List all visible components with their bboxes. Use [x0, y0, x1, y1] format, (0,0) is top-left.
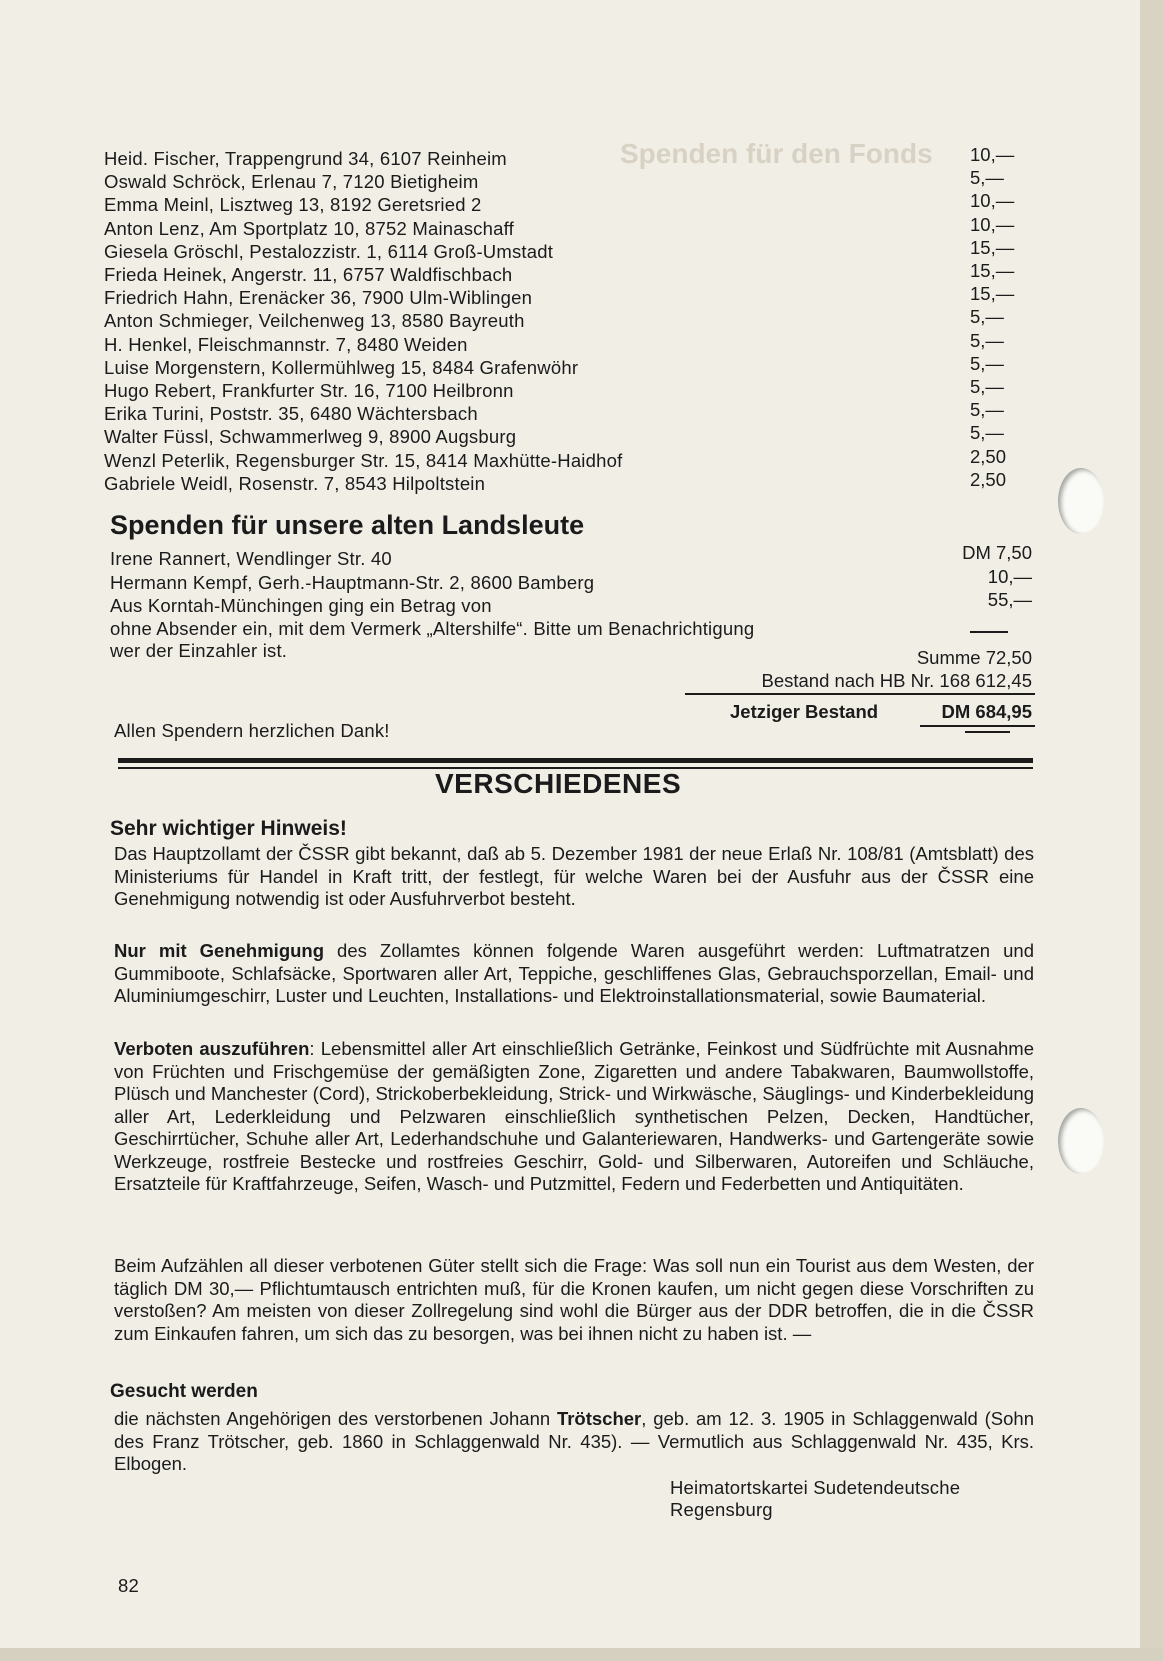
summe-total: Summe 72,50	[916, 647, 1032, 668]
donor-row-text: Hugo Rebert, Frankfurter Str. 16, 7100 Heilbronn	[104, 380, 514, 401]
page-number: 82	[118, 1575, 139, 1596]
punch-hole-bottom	[1058, 1108, 1104, 1174]
gesucht-text-b: , geb. am 12. 3. 1905 in Schlaggenwald (Sohn des Franz Trötscher, geb. 1860 in Schlaggenwald Nr. 435). — Vermutlich aus Schlaggenwald Nr. 435, Krs. Elbogen.	[114, 1408, 1035, 1474]
donor-row-amount: 10,—	[970, 144, 1015, 165]
landsleute-row-amount: DM 7,50	[962, 542, 1032, 563]
paragraph-genehmigung	[114, 940, 1034, 1008]
gesucht-name: Trötscher	[556, 1408, 642, 1429]
donor-row-text: Erika Turini, Poststr. 35, 6480 Wächtersbach	[104, 403, 478, 425]
donor-row-amount: 5,—	[970, 399, 1004, 421]
donor-row-amount: 5,—	[970, 329, 1004, 351]
donor-row-amount: 2,50	[970, 468, 1007, 490]
subheading-gesucht: Gesucht werden	[110, 1381, 258, 1402]
donor-row-amount: 5,—	[970, 352, 1004, 374]
genehmigung-label: Nur mit Genehmigung	[114, 940, 325, 961]
donor-row-text: Wenzl Peterlik, Regensburger Str. 15, 8414 Maxhütte-Haidhof	[104, 449, 623, 471]
punch-hole-top	[1058, 468, 1104, 534]
donor-row-amount: 5,—	[970, 306, 1004, 328]
donor-row-amount: 10,—	[970, 190, 1015, 212]
gesucht-text-a: die nächsten Angehörigen des verstorbenen Johann	[114, 1408, 557, 1429]
paragraph-gesucht	[114, 1408, 1034, 1476]
donor-row-amount: 2,50	[970, 445, 1007, 467]
paragraph-verboten	[114, 1038, 1034, 1196]
donor-row-text: Anton Schmieger, Veilchenweg 13, 8580 Bayreuth	[104, 310, 525, 332]
donor-row-text: Anton Lenz, Am Sportplatz 10, 8752 Mainaschaff	[104, 217, 514, 239]
section-heading-verschiedenes: VERSCHIEDENES	[435, 768, 682, 799]
donor-row-amount: 5,—	[970, 422, 1004, 444]
donor-row-amount: 10,—	[970, 213, 1015, 235]
total-underline-short	[970, 631, 1008, 633]
altershilfe-note-line2: wer der Einzahler ist.	[110, 640, 288, 661]
donor-row-text: Friedrich Hahn, Erenäcker 36, 7900 Ulm-Wiblingen	[104, 287, 533, 309]
altershilfe-note-line1: ohne Absender ein, mit dem Vermerk „Altershilfe“. Bitte um Benachrichtigung	[110, 618, 755, 639]
donor-row-text: Frieda Heinek, Angerstr. 11, 6757 Waldfischbach	[104, 264, 513, 285]
verboten-text: : Lebensmittel aller Art einschließlich Getränke, Feinkost und Südfrüchte mit Ausnahme von Früchten und Frischgemüse der gemäßigten Zone, Zigaretten und andere Tabakwaren, Baumwollstoffe, Plüsch und Manchester (Cord), Strickoberbekleidung, Strick- und Wirkwäsche, Säuglings- und Kinderbekleidung aller Art, Lederkleidung und Pelzwaren einschließlich synthetischen Pelzen, Decken, Handtücher, Geschirrtücher, Schuhe aller Art, Lederhandschuhe und Galanteriewaren, Handwerks- und Gartengeräte sowie Werkzeuge, rostfreie Bestecke und rostfreies Geschirr, Gold- und Silberwaren, Autoreifen und Schläuche, Ersatzteile für Kraftfahrzeuge, Seifen, Wasch- und Putzmittel, Federn und Federbetten und Antiquitäten.	[114, 1038, 1035, 1194]
page-edge-bottom	[0, 1648, 1163, 1661]
section-heading-landsleute: Spenden für unsere alten Landsleute	[110, 510, 585, 540]
landsleute-row-amount: 55,—	[987, 589, 1032, 610]
landsleute-row-text: Irene Rannert, Wendlinger Str. 40	[110, 548, 392, 569]
genehmigung-text: des Zollamtes können folgende Waren ausgeführt werden: Luftmatratzen und Gummiboote, Schlafsäcke, Sportwaren aller Art, Teppiche, geschliffenes Glas, Gebrauchsporzellan, Email- und Aluminiumgeschirr, Luster und Leuchten, Installations- und Elektroinstallationsmaterial, sowie Baumaterial.	[114, 940, 1034, 1006]
landsleute-row-amount: 10,—	[987, 566, 1032, 587]
donor-row-amount: 15,—	[970, 236, 1015, 258]
donor-row-text: H. Henkel, Fleischmannstr. 7, 8480 Weiden	[104, 333, 468, 355]
jetziger-bestand-label: Jetziger Bestand	[730, 701, 879, 722]
landsleute-row-text: Hermann Kempf, Gerh.-Hauptmann-Str. 2, 8600 Bamberg	[110, 572, 595, 593]
bestand-previous: Bestand nach HB Nr. 168 612,45	[761, 670, 1032, 691]
bestand-underline	[685, 693, 1035, 695]
signature-line1: Heimatortskartei Sudetendeutsche	[670, 1477, 961, 1498]
closing-dash	[965, 731, 1010, 733]
jetziger-bestand-underline	[920, 725, 1035, 727]
donor-row-text: Heid. Fischer, Trappengrund 34, 6107 Reinheim	[104, 148, 507, 169]
thanks-line: Allen Spendern herzlichen Dank!	[114, 720, 390, 741]
donor-row-text: Gabriele Weidl, Rosenstr. 7, 8543 Hilpoltstein	[104, 472, 486, 494]
donor-row-amount: 15,—	[970, 283, 1015, 305]
section-divider-thick	[118, 758, 1033, 763]
signature-line2: Regensburg	[670, 1499, 773, 1520]
donor-row-text: Oswald Schröck, Erlenau 7, 7120 Bietigheim	[104, 171, 479, 193]
page-edge-right	[1140, 0, 1163, 1661]
paragraph-tourist: Beim Aufzählen all dieser verbotenen Güter stellt sich die Frage: Was soll nun ein Tourist aus dem Westen, der täglich DM 30,— Pflichtumtausch entrichten muß, für die Kronen kaufen, um nicht gegen diese Vorschriften zu verstoßen? Am meisten von dieser Zollregelung sind wohl die Bürger aus der DDR betroffen, die in die ČSSR zum Einkaufen fahren, um sich das zu besorgen, was bei ihnen nicht zu haben ist. —	[114, 1255, 1034, 1344]
donor-row-text: Giesela Gröschl, Pestalozzistr. 1, 6114 Groß-Umstadt	[104, 240, 554, 262]
show-through-heading: Spenden für den Fonds	[620, 138, 933, 169]
verboten-label: Verboten auszuführen	[114, 1038, 310, 1059]
jetziger-bestand-value: DM 684,95	[941, 701, 1032, 722]
donor-row-text: Emma Meinl, Lisztweg 13, 8192 Geretsried 2	[104, 194, 482, 216]
donor-row-text: Luise Morgenstern, Kollermühlweg 15, 8484 Grafenwöhr	[104, 356, 579, 378]
donor-row-amount: 15,—	[970, 260, 1015, 281]
subheading-hinweis: Sehr wichtiger Hinweis!	[110, 817, 347, 840]
landsleute-row-text: Aus Korntah-Münchingen ging ein Betrag von	[110, 595, 492, 616]
donor-row-amount: 5,—	[970, 167, 1004, 189]
paragraph-hauptzollamt: Das Hauptzollamt der ČSSR gibt bekannt, daß ab 5. Dezember 1981 der neue Erlaß Nr. 108/81 (Amtsblatt) des Ministeriums für Handel in Kraft tritt, der festlegt, für welche Waren bei der Ausfuhr aus der ČSSR eine Genehmigung notwendig ist oder Ausfuhrverbot besteht.	[114, 843, 1034, 909]
donor-row-text: Walter Füssl, Schwammerlweg 9, 8900 Augsburg	[104, 426, 517, 448]
donor-row-amount: 5,—	[970, 376, 1004, 397]
